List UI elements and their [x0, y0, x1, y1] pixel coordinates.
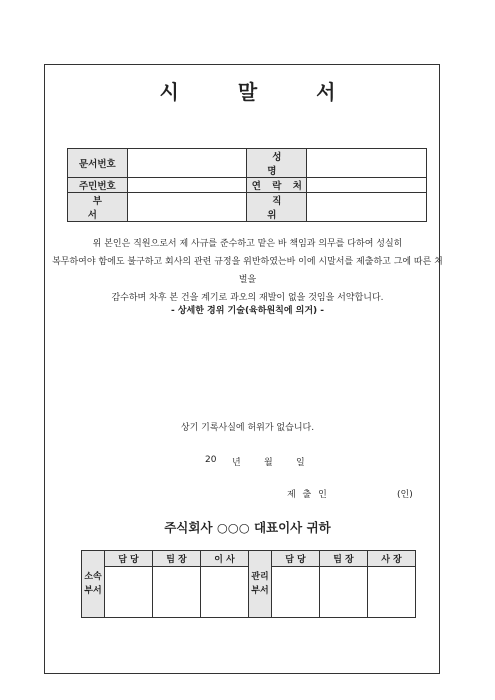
approval-col-header: 팀 장: [153, 551, 201, 567]
seal-label: (인): [397, 490, 413, 500]
statement-line-1: 위 본인은 직원으로서 제 사규를 준수하고 맡은 바 책임과 의무를 다하여 성실히: [92, 239, 403, 249]
statement-line-3: 감수하며 차후 본 건을 계기로 과오의 재발이 없을 것임을 서약합니다.: [111, 293, 384, 303]
approval-sign-box[interactable]: [368, 567, 416, 618]
approval-sign-box[interactable]: [153, 567, 201, 618]
recipient-line: 주식회사 ○○○ 대표이사 귀하: [164, 520, 331, 535]
info-table: [67, 148, 427, 222]
approval-sign-box[interactable]: [320, 567, 368, 618]
name-label: 성 명: [247, 149, 307, 178]
date-day-unit: 일: [296, 458, 305, 468]
approval-sign-box[interactable]: [201, 567, 249, 618]
details-body-area[interactable]: [60, 322, 435, 410]
approval-col-header: 팀 장: [320, 551, 368, 567]
dept-label: 부 서: [68, 193, 128, 222]
approval-col-header: 사 장: [368, 551, 416, 567]
document-title: 시 말 서: [159, 80, 362, 104]
submitter-label: 제 출 인: [287, 490, 329, 500]
doc-no-field[interactable]: [127, 149, 247, 178]
resident-no-label: 주민번호: [68, 178, 128, 193]
approval-sign-box[interactable]: [105, 567, 153, 618]
position-label: 직 위: [247, 193, 307, 222]
contact-label: 연 락 처: [247, 178, 307, 193]
position-field[interactable]: [307, 193, 427, 222]
approval-sign-box[interactable]: [272, 567, 320, 618]
date-month-unit: 월: [264, 458, 273, 468]
resident-no-field[interactable]: [127, 178, 247, 193]
date-year-unit: 년: [232, 458, 241, 468]
approval-col-header: 담 당: [105, 551, 153, 567]
approval-col-header: 담 당: [272, 551, 320, 567]
approval-table-management: [248, 550, 416, 618]
name-field[interactable]: [307, 149, 427, 178]
statement-line-2: 복무하여야 함에도 불구하고 회사의 관련 규정을 위반하였는바 이에 시말서를 제출하고 그에 따른 처벌을: [52, 257, 443, 285]
approval-table-affiliated: [81, 550, 249, 618]
approval-col-header: 이 사: [201, 551, 249, 567]
affiliated-dept-label: 소속 부서: [82, 551, 105, 618]
dept-field[interactable]: [127, 193, 247, 222]
details-heading: - 상세한 경위 기술(육하원칙에 의거) -: [170, 306, 325, 316]
contact-field[interactable]: [307, 178, 427, 193]
date-year: 20: [205, 455, 217, 465]
statement-paragraph: [50, 235, 445, 307]
confirmation-text: 상기 기록사실에 허위가 없습니다.: [180, 423, 315, 433]
doc-no-label: 문서번호: [68, 149, 128, 178]
management-dept-label: 관리 부서: [249, 551, 272, 618]
